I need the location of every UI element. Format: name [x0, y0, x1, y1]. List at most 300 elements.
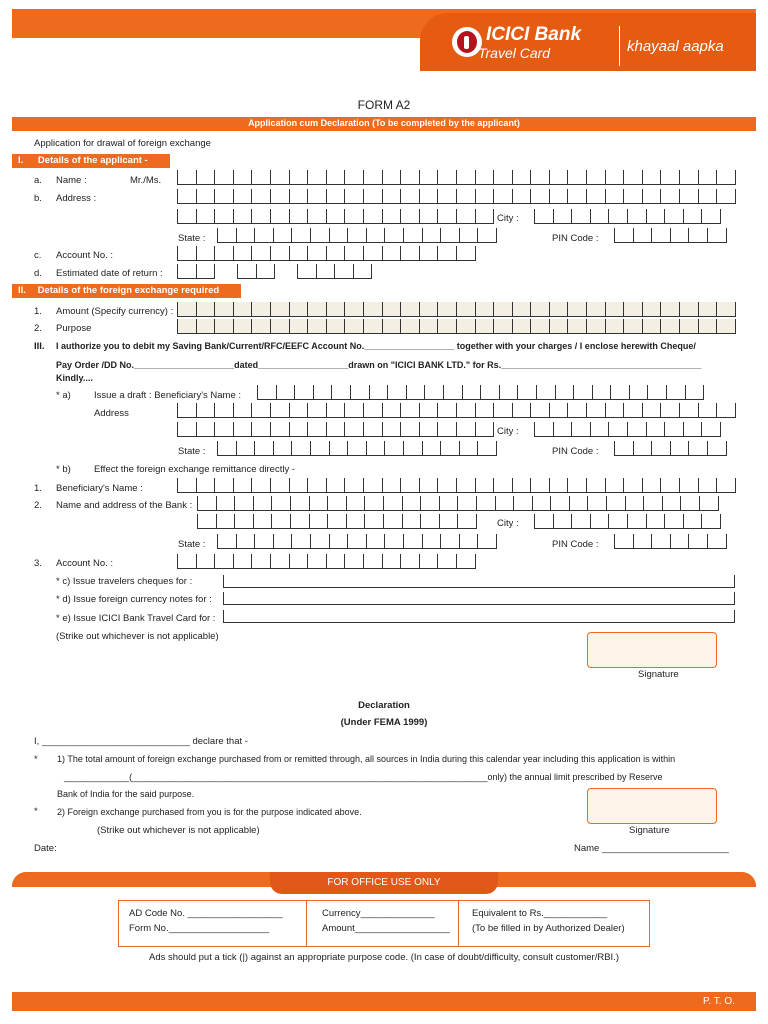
char-box[interactable] [494, 478, 513, 493]
char-box[interactable] [364, 403, 383, 418]
char-box[interactable] [404, 441, 423, 456]
char-box[interactable] [327, 189, 346, 204]
char-box[interactable] [327, 478, 346, 493]
applicant-name-boxes[interactable] [177, 170, 736, 185]
char-box[interactable] [533, 496, 552, 511]
char-box[interactable] [258, 385, 277, 400]
char-box[interactable] [290, 422, 309, 437]
char-box[interactable] [234, 246, 253, 261]
char-box[interactable] [290, 209, 309, 224]
char-box[interactable] [634, 228, 653, 243]
char-box[interactable] [234, 170, 253, 185]
char-box[interactable] [535, 514, 554, 529]
char-box[interactable] [680, 302, 699, 317]
char-box[interactable] [626, 496, 645, 511]
char-box[interactable] [290, 478, 309, 493]
char-box[interactable] [609, 209, 628, 224]
char-box[interactable] [290, 246, 309, 261]
char-box[interactable] [708, 228, 727, 243]
char-box[interactable] [458, 496, 477, 511]
char-box[interactable] [457, 403, 476, 418]
char-box[interactable] [217, 514, 236, 529]
char-box[interactable] [671, 534, 690, 549]
char-box[interactable] [198, 496, 217, 511]
char-box[interactable] [345, 170, 364, 185]
char-box[interactable] [234, 302, 253, 317]
char-box[interactable] [478, 228, 497, 243]
char-box[interactable] [178, 319, 197, 334]
char-box[interactable] [271, 302, 290, 317]
char-box[interactable] [615, 228, 634, 243]
char-box[interactable] [615, 534, 634, 549]
char-box[interactable] [606, 170, 625, 185]
char-box[interactable] [345, 554, 364, 569]
char-box[interactable] [684, 209, 703, 224]
char-box[interactable] [606, 403, 625, 418]
char-box[interactable] [717, 478, 736, 493]
applicant-pin-boxes[interactable] [614, 228, 727, 243]
char-box[interactable] [237, 534, 256, 549]
char-box[interactable] [215, 302, 234, 317]
char-box[interactable] [345, 302, 364, 317]
char-box[interactable] [348, 441, 367, 456]
char-box[interactable] [624, 319, 643, 334]
char-box[interactable] [197, 302, 216, 317]
char-box[interactable] [717, 319, 736, 334]
char-box[interactable] [401, 302, 420, 317]
char-box[interactable] [217, 496, 236, 511]
char-box[interactable] [514, 496, 533, 511]
char-box[interactable] [383, 189, 402, 204]
char-box[interactable] [587, 403, 606, 418]
char-box[interactable] [438, 209, 457, 224]
char-box[interactable] [630, 385, 649, 400]
char-box[interactable] [587, 478, 606, 493]
char-box[interactable] [457, 189, 476, 204]
char-box[interactable] [457, 319, 476, 334]
char-box[interactable] [401, 422, 420, 437]
draft-state-boxes[interactable] [217, 441, 497, 456]
char-box[interactable] [197, 403, 216, 418]
char-box[interactable] [274, 228, 293, 243]
char-box[interactable] [252, 246, 271, 261]
char-box[interactable] [235, 514, 254, 529]
char-box[interactable] [441, 534, 460, 549]
applicant-signature-box[interactable] [587, 632, 717, 668]
applicant-account-boxes[interactable] [177, 246, 476, 261]
char-box[interactable] [420, 170, 439, 185]
char-box[interactable] [308, 209, 327, 224]
char-box[interactable] [327, 422, 346, 437]
travel-card-field[interactable] [223, 610, 735, 623]
char-box[interactable] [383, 319, 402, 334]
char-box[interactable] [308, 319, 327, 334]
char-box[interactable] [420, 189, 439, 204]
char-box[interactable] [252, 189, 271, 204]
char-box[interactable] [218, 441, 237, 456]
char-box[interactable] [351, 385, 370, 400]
char-box[interactable] [332, 385, 351, 400]
char-box[interactable] [423, 534, 442, 549]
char-box[interactable] [609, 422, 628, 437]
char-box[interactable] [699, 189, 718, 204]
char-box[interactable] [420, 246, 439, 261]
char-box[interactable] [401, 319, 420, 334]
char-box[interactable] [198, 514, 217, 529]
char-box[interactable] [661, 189, 680, 204]
char-box[interactable] [254, 496, 273, 511]
char-box[interactable] [271, 319, 290, 334]
char-box[interactable] [606, 478, 625, 493]
draft-pin-boxes[interactable] [614, 441, 727, 456]
char-box[interactable] [215, 554, 234, 569]
char-box[interactable] [364, 209, 383, 224]
char-box[interactable] [438, 478, 457, 493]
char-box[interactable] [550, 189, 569, 204]
char-box[interactable] [348, 228, 367, 243]
char-box[interactable] [699, 302, 718, 317]
char-box[interactable] [570, 496, 589, 511]
char-box[interactable] [255, 534, 274, 549]
char-box[interactable] [384, 514, 403, 529]
char-box[interactable] [215, 403, 234, 418]
char-box[interactable] [665, 514, 684, 529]
char-box[interactable] [274, 441, 293, 456]
bank-address-line2[interactable] [197, 514, 477, 529]
char-box[interactable] [591, 422, 610, 437]
char-box[interactable] [272, 514, 291, 529]
char-box[interactable] [404, 534, 423, 549]
char-box[interactable] [476, 478, 495, 493]
char-box[interactable] [367, 441, 386, 456]
char-box[interactable] [702, 209, 721, 224]
char-box[interactable] [591, 209, 610, 224]
char-box[interactable] [689, 228, 708, 243]
char-box[interactable] [255, 228, 274, 243]
char-box[interactable] [606, 302, 625, 317]
char-box[interactable] [531, 302, 550, 317]
char-box[interactable] [531, 403, 550, 418]
char-box[interactable] [421, 496, 440, 511]
char-box[interactable] [643, 189, 662, 204]
char-box[interactable] [234, 403, 253, 418]
char-box[interactable] [257, 264, 276, 279]
char-box[interactable] [178, 478, 197, 493]
char-box[interactable] [680, 478, 699, 493]
char-box[interactable] [438, 319, 457, 334]
char-box[interactable] [556, 385, 575, 400]
char-box[interactable] [699, 403, 718, 418]
char-box[interactable] [587, 170, 606, 185]
char-box[interactable] [609, 514, 628, 529]
char-box[interactable] [385, 441, 404, 456]
char-box[interactable] [385, 534, 404, 549]
char-box[interactable] [554, 209, 573, 224]
char-box[interactable] [606, 319, 625, 334]
char-box[interactable] [308, 554, 327, 569]
char-box[interactable] [667, 385, 686, 400]
char-box[interactable] [476, 189, 495, 204]
char-box[interactable] [178, 170, 197, 185]
char-box[interactable] [197, 189, 216, 204]
char-box[interactable] [308, 302, 327, 317]
char-box[interactable] [444, 385, 463, 400]
char-box[interactable] [383, 554, 402, 569]
char-box[interactable] [364, 302, 383, 317]
char-box[interactable] [700, 496, 719, 511]
char-box[interactable] [717, 302, 736, 317]
char-box[interactable] [680, 189, 699, 204]
char-box[interactable] [354, 264, 373, 279]
char-box[interactable] [438, 302, 457, 317]
char-box[interactable] [403, 514, 422, 529]
char-box[interactable] [661, 403, 680, 418]
char-box[interactable] [197, 209, 216, 224]
char-box[interactable] [215, 246, 234, 261]
char-box[interactable] [327, 302, 346, 317]
char-box[interactable] [587, 189, 606, 204]
char-box[interactable] [345, 319, 364, 334]
char-box[interactable] [681, 496, 700, 511]
applicant-city-boxes[interactable] [534, 209, 721, 224]
char-box[interactable] [218, 534, 237, 549]
char-box[interactable] [290, 170, 309, 185]
char-box[interactable] [476, 170, 495, 185]
char-box[interactable] [271, 403, 290, 418]
char-box[interactable] [494, 302, 513, 317]
char-box[interactable] [348, 534, 367, 549]
char-box[interactable] [215, 170, 234, 185]
char-box[interactable] [680, 403, 699, 418]
char-box[interactable] [234, 319, 253, 334]
char-box[interactable] [252, 403, 271, 418]
char-box[interactable] [476, 422, 495, 437]
char-box[interactable] [440, 514, 459, 529]
char-box[interactable] [634, 534, 653, 549]
char-box[interactable] [665, 422, 684, 437]
char-box[interactable] [271, 189, 290, 204]
return-year-boxes[interactable] [297, 264, 372, 279]
char-box[interactable] [457, 554, 476, 569]
char-box[interactable] [311, 228, 330, 243]
char-box[interactable] [531, 478, 550, 493]
char-box[interactable] [237, 228, 256, 243]
char-box[interactable] [271, 170, 290, 185]
char-box[interactable] [513, 478, 532, 493]
char-box[interactable] [531, 319, 550, 334]
char-box[interactable] [367, 228, 386, 243]
char-box[interactable] [568, 403, 587, 418]
char-box[interactable] [291, 496, 310, 511]
char-box[interactable] [624, 170, 643, 185]
char-box[interactable] [292, 228, 311, 243]
char-box[interactable] [457, 209, 476, 224]
char-box[interactable] [607, 496, 626, 511]
char-box[interactable] [587, 319, 606, 334]
char-box[interactable] [327, 170, 346, 185]
char-box[interactable] [708, 441, 727, 456]
char-box[interactable] [671, 441, 690, 456]
char-box[interactable] [460, 228, 479, 243]
char-box[interactable] [327, 319, 346, 334]
char-box[interactable] [311, 534, 330, 549]
char-box[interactable] [345, 209, 364, 224]
char-box[interactable] [643, 170, 662, 185]
char-box[interactable] [568, 302, 587, 317]
char-box[interactable] [554, 514, 573, 529]
char-box[interactable] [234, 554, 253, 569]
char-box[interactable] [178, 209, 197, 224]
char-box[interactable] [425, 385, 444, 400]
char-box[interactable] [291, 514, 310, 529]
char-box[interactable] [513, 319, 532, 334]
char-box[interactable] [550, 478, 569, 493]
char-box[interactable] [665, 209, 684, 224]
char-box[interactable] [647, 422, 666, 437]
char-box[interactable] [643, 319, 662, 334]
applicant-address-line1[interactable] [177, 189, 736, 204]
char-box[interactable] [272, 496, 291, 511]
char-box[interactable] [271, 209, 290, 224]
char-box[interactable] [634, 441, 653, 456]
draft-beneficiary-boxes[interactable] [257, 385, 704, 400]
char-box[interactable] [551, 496, 570, 511]
char-box[interactable] [401, 209, 420, 224]
char-box[interactable] [513, 403, 532, 418]
char-box[interactable] [457, 302, 476, 317]
return-month-boxes[interactable] [237, 264, 275, 279]
char-box[interactable] [215, 478, 234, 493]
char-box[interactable] [574, 385, 593, 400]
char-box[interactable] [420, 319, 439, 334]
char-box[interactable] [383, 302, 402, 317]
char-box[interactable] [401, 170, 420, 185]
char-box[interactable] [652, 534, 671, 549]
char-box[interactable] [327, 246, 346, 261]
char-box[interactable] [383, 422, 402, 437]
char-box[interactable] [290, 403, 309, 418]
char-box[interactable] [554, 422, 573, 437]
draft-address-line1[interactable] [177, 403, 736, 418]
char-box[interactable] [438, 554, 457, 569]
char-box[interactable] [494, 189, 513, 204]
char-box[interactable] [252, 209, 271, 224]
char-box[interactable] [364, 478, 383, 493]
char-box[interactable] [648, 385, 667, 400]
bank-address-line1[interactable] [197, 496, 719, 511]
char-box[interactable] [385, 228, 404, 243]
char-box[interactable] [271, 554, 290, 569]
char-box[interactable] [383, 170, 402, 185]
char-box[interactable] [513, 189, 532, 204]
purpose-boxes[interactable] [177, 319, 736, 334]
char-box[interactable] [383, 209, 402, 224]
char-box[interactable] [365, 514, 384, 529]
draft-city-boxes[interactable] [534, 422, 721, 437]
char-box[interactable] [460, 534, 479, 549]
char-box[interactable] [292, 441, 311, 456]
char-box[interactable] [628, 422, 647, 437]
char-box[interactable] [661, 170, 680, 185]
currency-notes-field[interactable] [223, 592, 735, 605]
char-box[interactable] [572, 209, 591, 224]
char-box[interactable] [699, 478, 718, 493]
char-box[interactable] [420, 403, 439, 418]
char-box[interactable] [518, 385, 537, 400]
char-box[interactable] [197, 246, 216, 261]
char-box[interactable] [643, 478, 662, 493]
applicant-state-boxes[interactable] [217, 228, 497, 243]
return-day-boxes[interactable] [177, 264, 215, 279]
char-box[interactable] [290, 554, 309, 569]
char-box[interactable] [513, 302, 532, 317]
char-box[interactable] [438, 189, 457, 204]
char-box[interactable] [308, 422, 327, 437]
char-box[interactable] [308, 403, 327, 418]
char-box[interactable] [513, 170, 532, 185]
char-box[interactable] [178, 403, 197, 418]
char-box[interactable] [327, 554, 346, 569]
char-box[interactable] [593, 385, 612, 400]
char-box[interactable] [252, 170, 271, 185]
char-box[interactable] [383, 246, 402, 261]
char-box[interactable] [477, 496, 496, 511]
char-box[interactable] [568, 189, 587, 204]
char-box[interactable] [401, 554, 420, 569]
char-box[interactable] [330, 228, 349, 243]
char-box[interactable] [327, 209, 346, 224]
char-box[interactable] [290, 189, 309, 204]
char-box[interactable] [404, 228, 423, 243]
char-box[interactable] [215, 319, 234, 334]
char-box[interactable] [438, 170, 457, 185]
char-box[interactable] [643, 403, 662, 418]
char-box[interactable] [252, 302, 271, 317]
char-box[interactable] [364, 319, 383, 334]
char-box[interactable] [587, 302, 606, 317]
char-box[interactable] [615, 441, 634, 456]
char-box[interactable] [347, 514, 366, 529]
char-box[interactable] [550, 319, 569, 334]
char-box[interactable] [568, 478, 587, 493]
char-box[interactable] [364, 189, 383, 204]
char-box[interactable] [252, 422, 271, 437]
char-box[interactable] [345, 403, 364, 418]
char-box[interactable] [494, 170, 513, 185]
char-box[interactable] [421, 514, 440, 529]
char-box[interactable] [255, 441, 274, 456]
char-box[interactable] [215, 209, 234, 224]
bank-state-boxes[interactable] [217, 534, 497, 549]
char-box[interactable] [689, 534, 708, 549]
char-box[interactable] [661, 478, 680, 493]
char-box[interactable] [457, 478, 476, 493]
char-box[interactable] [314, 385, 333, 400]
char-box[interactable] [476, 403, 495, 418]
char-box[interactable] [661, 302, 680, 317]
char-box[interactable] [328, 514, 347, 529]
char-box[interactable] [271, 246, 290, 261]
char-box[interactable] [438, 422, 457, 437]
char-box[interactable] [568, 319, 587, 334]
char-box[interactable] [335, 264, 354, 279]
char-box[interactable] [178, 554, 197, 569]
char-box[interactable] [591, 514, 610, 529]
char-box[interactable] [717, 170, 736, 185]
char-box[interactable] [572, 514, 591, 529]
char-box[interactable] [717, 189, 736, 204]
beneficiary-name-boxes[interactable] [177, 478, 736, 493]
